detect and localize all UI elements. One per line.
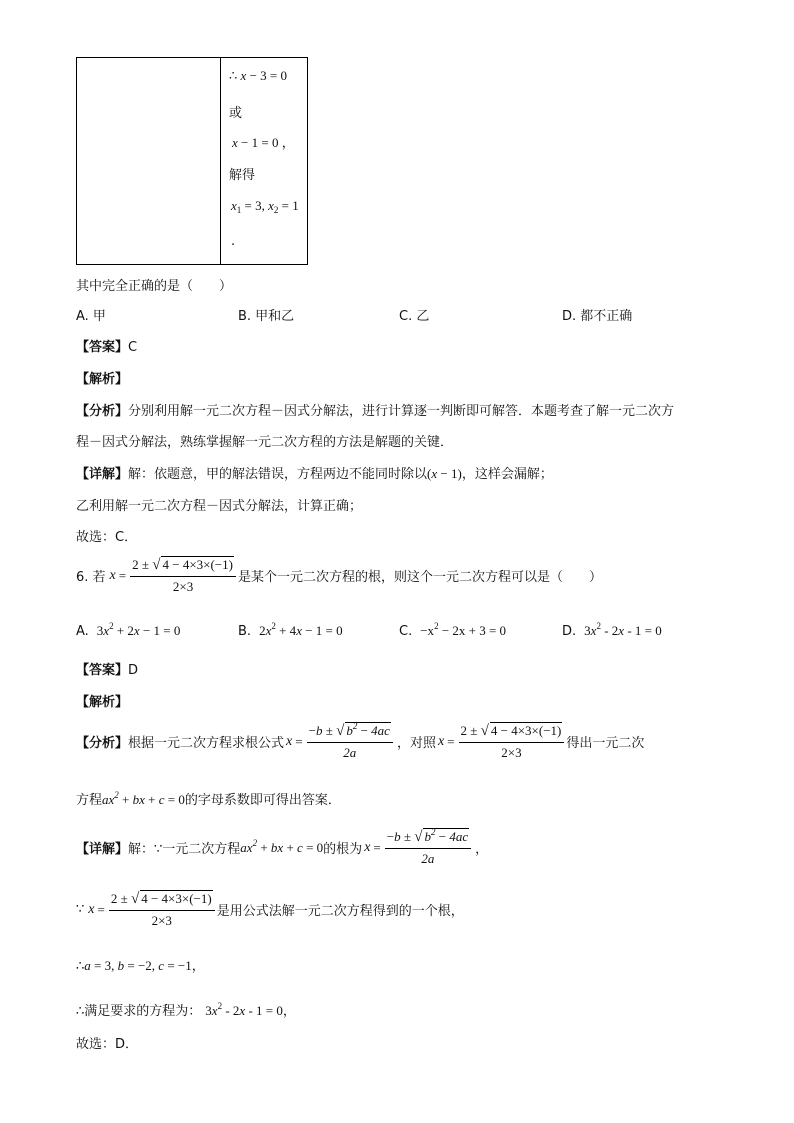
q6-fenxi-line-2: 方程$ax^2$ + bx + c = 0的字母系数即可得出答案．: [76, 790, 341, 808]
quadratic-formula: $\frac{-b \pm √ b^2 - 4ac}{2a}$: [307, 722, 393, 761]
table-line-2: 或: [229, 106, 243, 121]
q6-option-a: A. $3x^2 + 2x - 1 = 0$: [76, 621, 181, 639]
q6-therefore-eq: ∴满足要求的方程为： $3x^2 - 2x - 1 = 0$，: [76, 1001, 296, 1019]
q5-conclusion: 故选：C．: [76, 530, 138, 545]
q5-fenxi-line-1: 【分析】分别利用解一元二次方程－因式分解法，进行计算逐一判断即可解答．本题考查了解一元二次方: [76, 404, 675, 419]
q5-answer: 【答案】C: [76, 340, 138, 355]
q6-because-line: ∵ x = $\frac{2 \pm √ 4 - 4\times 3\times(-1)}{2\times 3}$ 是用公式法解一元二次方程得到的一个根，: [76, 891, 464, 928]
q6-therefore-coeffs: ∴a = 3, b = −2, c = −1，: [76, 958, 205, 974]
q5-question-tail: 其中完全正确的是（ ）: [76, 279, 233, 294]
q6-root-fraction-2: $\frac{2 \pm √ 4 - 4\times 3\times(-1)}{2\times 3}$: [459, 722, 565, 761]
q6-conclusion: 故选：D．: [76, 1037, 139, 1052]
q5-xiangjie-line-1: 【详解】解：依题意，甲的解法错误，方程两边不能同时除以(x − 1)，这样会漏解；: [76, 466, 553, 482]
q6-root-fraction-3: $\frac{2 \pm √ 4 - 4\times 3\times(-1)}{2\times 3}$: [109, 890, 215, 929]
q5-analysis-label: 【解析】: [76, 372, 129, 387]
q6-option-b: B. $2x^2 + 4x - 1 = 0$: [238, 621, 343, 639]
table-line-6: .: [231, 234, 236, 249]
q6-analysis-label: 【解析】: [76, 695, 129, 710]
q6-fenxi-line-1: 【分析】 根据一元二次方程求根公式 x = $\frac{-b \pm √ b^2 - 4ac}{2a}$ ，对照 x = $\frac{2 \pm √ 4 - 4\times 3\times(-1)}{2\times 3}$ 得出一元二次: [76, 721, 645, 760]
q6-stem: 6. 若 x = $\frac{2 \pm √ 4 - 4\times 3\times(-1)}{2\times 3}$ 是某个一元二次方程的根，则这个一元二次方程可以是（ ）: [76, 557, 602, 594]
q5-option-b: B. 甲和乙: [238, 309, 295, 324]
q5-fenxi-line-2: 程－因式分解法，熟练掌握解一元二次方程的方法是解题的关键．: [76, 435, 454, 450]
table-line-5: $x_1 = 3$, $x_2 = 1$: [231, 198, 299, 215]
q5-option-d: D. 都不正确: [562, 309, 633, 324]
table-line-1: ∴ x − 3 = 0: [229, 68, 287, 83]
solution-table: [76, 57, 308, 265]
table-divider: [220, 58, 221, 264]
q6-answer: 【答案】D: [76, 663, 139, 678]
q5-option-c: C. 乙: [399, 309, 430, 324]
q6-xiangjie-line-1: 【详解】 解：∵一元二次方程 $ax^2$ + bx + c = 0 的根为 x = $\frac{-b \pm √ b^2 - 4ac}{2a}$ ，: [76, 827, 489, 866]
table-line-4: 解得: [229, 168, 256, 183]
q6-root-fraction: $\frac{2 \pm √ 4 - 4\times 3\times(-1)}{2\times 3}$: [130, 556, 236, 595]
q6-option-d: D. $3x^2 - 2x - 1 = 0$: [562, 621, 662, 639]
q5-option-a: A. 甲: [76, 309, 106, 324]
quadratic-formula-2: $\frac{-b \pm √ b^2 - 4ac}{2a}$: [385, 828, 471, 867]
q5-xiangjie-line-2: 乙利用解一元二次方程－因式分解法，计算正确；: [76, 499, 363, 514]
table-line-3: x − 1 = 0 ，: [232, 135, 295, 150]
q6-option-c: C. $-x^2 - 2x + 3 = 0$: [399, 621, 507, 639]
